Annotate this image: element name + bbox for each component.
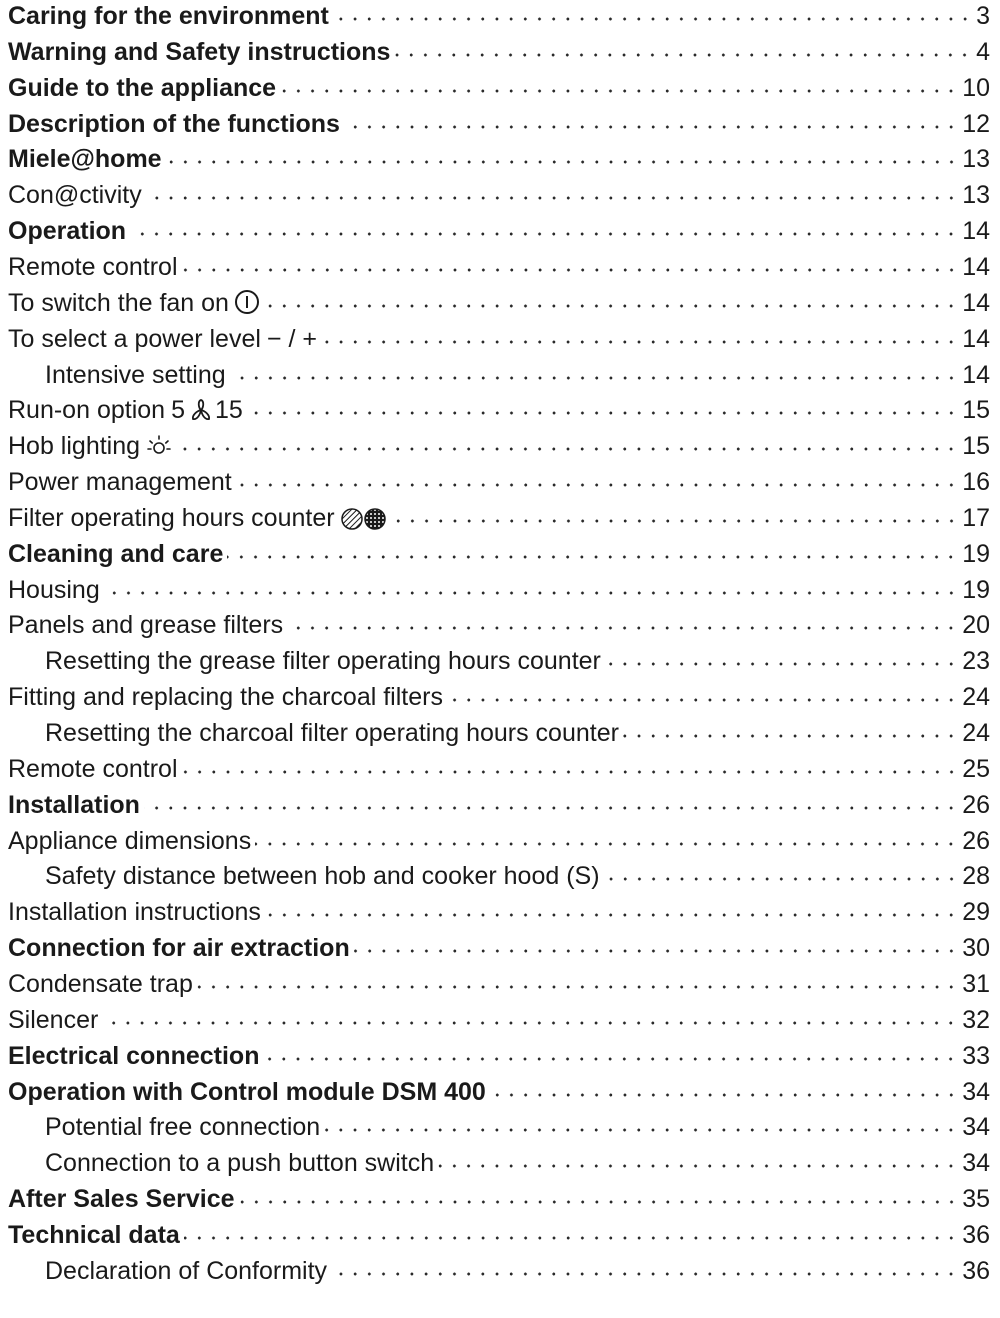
toc-entry[interactable] bbox=[8, 464, 990, 500]
toc-page-number: 12 bbox=[962, 109, 990, 138]
toc-entry[interactable] bbox=[8, 966, 990, 1002]
dot-leader bbox=[604, 877, 959, 881]
toc-entry[interactable] bbox=[8, 572, 990, 608]
toc-entry-title: Run-on option bbox=[8, 396, 166, 425]
toc-entry[interactable] bbox=[8, 141, 990, 177]
dot-leader bbox=[287, 626, 958, 630]
toc-page-number: 4 bbox=[976, 37, 990, 66]
filter-icon bbox=[341, 500, 387, 536]
toc-entry-title: Resetting the grease filter operating hours counter bbox=[45, 647, 601, 676]
dot-leader bbox=[166, 160, 959, 164]
toc-page-number: 36 bbox=[962, 1220, 990, 1249]
dot-leader bbox=[102, 1021, 958, 1025]
toc-entry[interactable] bbox=[8, 607, 990, 643]
toc-entry[interactable] bbox=[8, 715, 990, 751]
toc-page-number: 13 bbox=[962, 145, 990, 174]
toc-entry-title: Operation bbox=[8, 217, 127, 246]
toc-page-number: 23 bbox=[962, 647, 990, 676]
toc-entry-title: Miele@home bbox=[8, 145, 162, 174]
toc-page-number: 14 bbox=[962, 360, 990, 389]
light-icon bbox=[146, 428, 172, 464]
toc-page-number: 33 bbox=[962, 1041, 990, 1070]
toc-entry[interactable] bbox=[8, 34, 990, 70]
dot-leader bbox=[344, 125, 958, 129]
toc-entry-title: After Sales Service bbox=[8, 1185, 235, 1214]
toc-entry[interactable] bbox=[8, 930, 990, 966]
toc-entry[interactable] bbox=[8, 1181, 990, 1217]
dot-leader bbox=[184, 1236, 958, 1240]
toc-entry[interactable] bbox=[8, 787, 990, 823]
toc-entry-title: Operation with Control module DSM 400 bbox=[8, 1077, 486, 1106]
toc-entry[interactable] bbox=[8, 536, 990, 572]
toc-entry[interactable] bbox=[8, 70, 990, 106]
dot-leader bbox=[331, 1272, 958, 1276]
dot-leader bbox=[354, 949, 958, 953]
dot-leader bbox=[263, 1057, 958, 1061]
toc-entry[interactable] bbox=[8, 285, 990, 321]
toc-entry[interactable] bbox=[8, 249, 990, 285]
toc-page-number: 32 bbox=[962, 1005, 990, 1034]
toc-entry-title: Hob lighting bbox=[8, 432, 141, 461]
dot-leader bbox=[324, 1128, 958, 1132]
dot-leader bbox=[230, 376, 959, 380]
toc-page-number: 14 bbox=[962, 324, 990, 353]
dot-leader bbox=[394, 53, 972, 57]
toc-page-number: 25 bbox=[962, 754, 990, 783]
toc-entry[interactable] bbox=[8, 679, 990, 715]
toc-entry-title: To switch the fan on bbox=[8, 288, 229, 317]
dot-leader bbox=[130, 232, 958, 236]
toc-entry-title: Connection for air extraction bbox=[8, 934, 350, 963]
minus-plus-icon: − / + bbox=[266, 324, 317, 353]
dot-leader bbox=[236, 483, 958, 487]
dot-leader bbox=[321, 340, 958, 344]
toc-entry-title: Safety distance between hob and cooker hood (S) bbox=[45, 862, 600, 891]
dot-leader bbox=[623, 734, 958, 738]
toc-entry[interactable] bbox=[8, 392, 990, 428]
toc-entry[interactable] bbox=[8, 321, 990, 357]
toc-page-number: 24 bbox=[962, 719, 990, 747]
toc-entry-title: Description of the functions bbox=[8, 109, 340, 138]
toc-page-number: 31 bbox=[962, 969, 990, 998]
run-on-min-label: 5 bbox=[171, 396, 185, 425]
toc-entry-title: Warning and Safety instructions bbox=[8, 37, 391, 66]
toc-page-number: 14 bbox=[962, 252, 990, 281]
toc-entry-title: Connection to a push button switch bbox=[45, 1149, 435, 1178]
toc-page-number: 24 bbox=[962, 683, 990, 712]
toc-entry-title: Technical data bbox=[8, 1220, 180, 1249]
toc-page-number: 36 bbox=[962, 1256, 990, 1285]
toc-entry-title: Installation bbox=[8, 790, 140, 819]
run-on-max-label: 15 bbox=[214, 396, 243, 425]
toc-entry[interactable] bbox=[8, 751, 990, 787]
dot-leader bbox=[197, 985, 958, 989]
toc-entry-title: Potential free connection bbox=[45, 1113, 321, 1142]
toc-entry-title: Remote control bbox=[8, 754, 178, 783]
toc-page-number: 16 bbox=[962, 468, 990, 497]
dot-leader bbox=[176, 447, 958, 451]
toc-page-number: 14 bbox=[962, 217, 990, 246]
toc-entry-title: Appliance dimensions bbox=[8, 826, 252, 855]
toc-page-number: 17 bbox=[962, 503, 990, 532]
toc-page-number: 26 bbox=[962, 826, 990, 855]
toc-entry[interactable] bbox=[8, 643, 990, 679]
toc-page-number: 30 bbox=[962, 934, 990, 963]
toc-entry[interactable] bbox=[8, 1002, 990, 1038]
toc-entry[interactable] bbox=[8, 1109, 990, 1145]
toc-entry-title: Resetting the charcoal filter operating hours counter bbox=[45, 719, 619, 747]
toc-entry-title: Caring for the environment bbox=[8, 2, 329, 30]
fan-icon bbox=[188, 392, 214, 428]
toc-page-number: 28 bbox=[962, 862, 990, 891]
toc-entry-title: To select a power level bbox=[8, 324, 261, 353]
toc-page-number: 10 bbox=[962, 73, 990, 102]
dot-leader bbox=[490, 1093, 958, 1097]
toc-entry[interactable] bbox=[8, 106, 990, 142]
toc-entry[interactable] bbox=[8, 1038, 990, 1074]
toc-page-number: 13 bbox=[962, 181, 990, 210]
toc-page-number: 20 bbox=[962, 611, 990, 640]
toc-page-number: 14 bbox=[962, 288, 990, 317]
toc-page-number: 3 bbox=[976, 2, 990, 30]
toc-entry-title: Guide to the appliance bbox=[8, 73, 277, 102]
dot-leader bbox=[438, 1164, 958, 1168]
dot-leader bbox=[280, 89, 958, 93]
toc-entry-title: Filter operating hours counter bbox=[8, 503, 335, 532]
dot-leader bbox=[182, 770, 959, 774]
dot-leader bbox=[146, 196, 958, 200]
toc-page-number: 29 bbox=[962, 898, 990, 927]
toc-entry[interactable] bbox=[8, 0, 990, 34]
toc-entry[interactable] bbox=[8, 823, 990, 859]
toc-page-number: 34 bbox=[962, 1113, 990, 1142]
toc-entry-title: Power management bbox=[8, 468, 232, 497]
toc-entry[interactable] bbox=[8, 894, 990, 930]
toc-entry-title: Housing bbox=[8, 575, 100, 604]
dot-leader bbox=[391, 519, 959, 523]
dot-leader bbox=[144, 806, 958, 810]
toc-entry-title: Electrical connection bbox=[8, 1041, 260, 1070]
toc-entry-title: Con@ctivity bbox=[8, 181, 142, 210]
toc-page-number: 34 bbox=[962, 1149, 990, 1178]
toc-page-number: 26 bbox=[962, 790, 990, 819]
toc-entry[interactable] bbox=[8, 1145, 990, 1181]
toc-page-number: 19 bbox=[962, 539, 990, 568]
toc-entry-title: Intensive setting bbox=[45, 360, 226, 389]
power-icon bbox=[235, 285, 259, 321]
toc-entry-title: Silencer bbox=[8, 1005, 99, 1034]
dot-leader bbox=[227, 555, 958, 559]
dot-leader bbox=[605, 662, 958, 666]
toc-entry-title: Panels and grease filters bbox=[8, 611, 284, 640]
toc-page-number: 19 bbox=[962, 575, 990, 604]
toc-entry[interactable] bbox=[8, 213, 990, 249]
toc-entry[interactable] bbox=[8, 500, 990, 536]
toc-entry-title: Fitting and replacing the charcoal filters bbox=[8, 683, 443, 712]
toc-entry[interactable] bbox=[8, 1074, 990, 1110]
dot-leader bbox=[265, 913, 958, 917]
dot-leader bbox=[247, 411, 958, 415]
toc-entry[interactable] bbox=[8, 1217, 990, 1253]
toc-entry[interactable] bbox=[8, 428, 990, 464]
toc-entry[interactable] bbox=[8, 357, 990, 393]
toc-entry[interactable] bbox=[8, 858, 990, 894]
toc-entry-title: Condensate trap bbox=[8, 969, 193, 998]
toc-page-number: 34 bbox=[962, 1077, 990, 1106]
toc-page-number: 15 bbox=[962, 396, 990, 425]
toc-page-number: 35 bbox=[962, 1185, 990, 1214]
toc-entry-title: Cleaning and care bbox=[8, 539, 224, 568]
dot-leader bbox=[255, 842, 958, 846]
dot-leader bbox=[447, 698, 958, 702]
toc-entry-title: Declaration of Conformity bbox=[45, 1256, 328, 1285]
toc-entry-title: Installation instructions bbox=[8, 898, 261, 927]
dot-leader bbox=[333, 17, 972, 21]
dot-leader bbox=[182, 268, 959, 272]
toc-entry-title: Remote control bbox=[8, 252, 178, 281]
dot-leader bbox=[239, 1200, 959, 1204]
toc-entry[interactable] bbox=[8, 177, 990, 213]
dot-leader bbox=[263, 304, 958, 308]
toc-page-number: 15 bbox=[962, 432, 990, 461]
dot-leader bbox=[104, 591, 958, 595]
toc-entry[interactable] bbox=[8, 1253, 990, 1289]
